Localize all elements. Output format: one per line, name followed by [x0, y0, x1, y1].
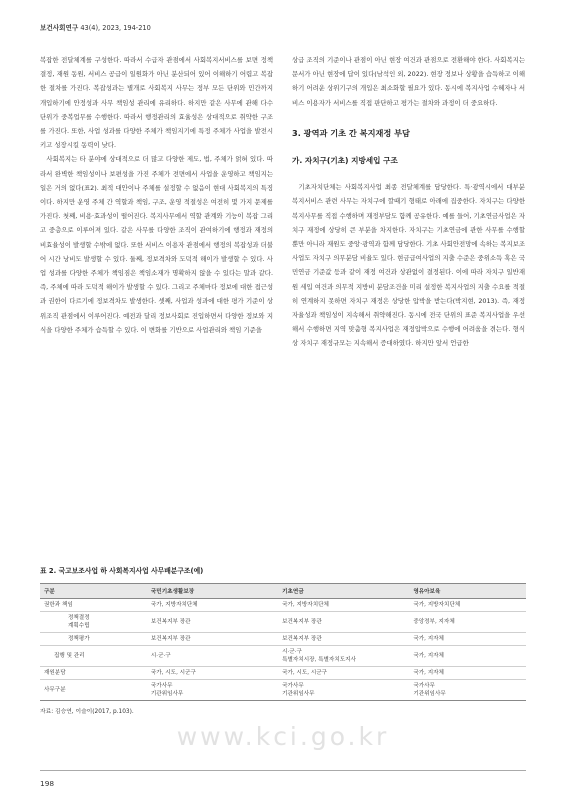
- right-column: [292, 53, 525, 351]
- table-cell: 시·군·구 특별자치시장, 특별자치도지사: [278, 646, 409, 667]
- row-label-cell: 사무구분: [40, 680, 147, 701]
- row-label-cell: 재원분담: [40, 667, 147, 680]
- right-paragraph-1: 상급 조직의 기준이나 관점이 아닌 현장 여건과 관점으로 전환해야 한다. 사회복지는 문서가 아닌 현장에 답이 있다(남석인 외, 2022). 현장 정보나 상황을 습득하고 이해하기 어려운 상위기구의 개입은 최소화할 필요가 있다. 동시에 복지사업 수혜자나 서비스 이용자가 서비스를 직접 판단하고 평가는 절차와 과정이 더 중요하다.: [292, 56, 525, 107]
- left-paragraph-1: 복잡한 전달체계를 구성한다. 따라서 수급자 관점에서 사회복지서비스를 보면 정책 결정, 재원 동원, 서비스 공급이 일원화가 아닌 분산되어 있어 이해하기 어렵고 복잡한 절차를 가진다. 복잡성과는 별개로 사회복지 사무는 정부 모든 단위와 민간까지 개입하기에 안정성과 사무 책임성 관리에 유리하다. 하지만 같은 사무에 관해 다수 단위가 중복업무를 수행한다. 따라서 행정관리의 효율성은 상대적으로 취약한 구조를 가진다. 또한, 사업 성과를 다양한 주체가 책임지기에 특정 주체가 사업을 발전시키고 성장시킬 동력이 낮다.: [40, 56, 273, 150]
- table-row: [40, 667, 526, 680]
- table-cell: 보건복지부 장관: [278, 633, 409, 646]
- table-header-cell: 국민기초생활보장: [147, 584, 278, 599]
- table-2: [40, 565, 526, 715]
- table-cell: 보건복지부 장관: [278, 612, 409, 633]
- journal-citation: 43(4), 2023, 194-210: [80, 24, 151, 32]
- table-header-row: [40, 584, 526, 599]
- table-cell: 국가, 지방자치단체: [278, 599, 409, 612]
- journal-name: 보건사회연구: [40, 24, 79, 32]
- allocation-table: [40, 583, 526, 701]
- table-cell: 국가, 지방자치단체: [147, 599, 278, 612]
- table-cell: 보건복지부 장관: [147, 612, 278, 633]
- running-header: [40, 22, 151, 32]
- table-cell: 국가, 지자체: [409, 646, 526, 667]
- table-row: [40, 646, 526, 667]
- table-source: 자료: 김승연, 이슬이(2017, p.103).: [40, 709, 134, 715]
- watermark: www.kci.go.kr: [176, 722, 390, 751]
- table-cell: 국가, 지자체: [409, 633, 526, 646]
- table-cell: 국가사무 기관위임사무: [409, 680, 526, 701]
- table-row: [40, 612, 526, 633]
- table-cell: 중앙정부, 지자체: [409, 612, 526, 633]
- table-cell: 국가사무 기관위임사무: [278, 680, 409, 701]
- table-cell: 보건복지부 장관: [147, 633, 278, 646]
- right-paragraph-2: 기초자치단체는 사회복지사업 최종 전달체계를 담당한다. 특·광역시에서 대부분 복지서비스 관련 사무는 자치구에 깔때기 형태로 아래에 집중한다. 자치구는 다양한 복지사무를 직접 수행하며 재정부담도 함께 공유한다. 예를 들어, 기초연금사업은 자치구 재정에 상당히 큰 부분을 차지한다. 자치구는 기초연금에 관한 사무를 수행할 뿐만 아니라 재원도 중앙·광역과 함께 담당한다. 기초 사회안전망에 속하는 복지보조사업도 자치구 의무분담 비율도 있다. 현금급여사업의 지출 수준은 중위소득 혹은 국민연금 기준값 등과 같이 재정 여건과 상관없이 결정된다. 이에 따라 자치구 일반재원 세입 여건과 의무적 지방비 분담조건을 미리 설정한 복지사업의 지출 수요를 적절히 연계하지 못하면 자치구 재정은 상당한 압박을 받는다(박지현, 2013). 즉, 재정 자율성과 책임성이 지속해서 취약해진다. 동시에 전국 단위의 표준 복지사업을 우선해서 수행하면 지역 맞춤형 복지사업은 재정압박으로 수행에 어려움을 겪는다. 형식상 자치구 재정규모는 지속해서 증대하였다. 하지만 앞서 언급한: [292, 183, 525, 348]
- table-header-cell: 구분: [40, 584, 147, 599]
- table-cell: 국가, 지자체: [409, 667, 526, 680]
- table-cell: 국가, 지방자치단체: [409, 599, 526, 612]
- left-paragraph-2: 사회복지는 타 분야에 상대적으로 더 많고 다양한 제도, 법, 주체가 얽혀 있다. 따라서 완벽한 책임성이나 보편성을 가진 주체가 전면에서 사업을 운영하고 책임지는 일은 거의 없다(표2). 최적 대안이나 주체를 설정할 수 없음이 현대 사회복지의 특징이다. 하지만 운영 주체 간 역할과 책임, 구조, 운영 적절성은 여전히 몇 가지 문제를 가진다. 첫째, 비용·효과성이 떨어진다. 복지사무에서 역할 관계와 기능이 복잡 그리고 중층으로 이루어져 있다. 같은 사무를 다양한 조직이 관여하기에 행정과 재정의 비효율성이 발생할 수밖에 없다. 또한 서비스 이용자 관점에서 행정의 복잡성과 더불어 시간 낭비도 발생할 수 있다. 둘째, 정보격차와 도덕적 해이가 발생할 수 있다. 사업 성과를 다양한 주체가 책임짐은 책임소재가 명확하지 않을 수 있다는 말과 같다. 즉, 주체에 따라 도덕적 해이가 발생할 수 있다. 그리고 주체마다 정보에 대한 접근성과 권한이 다르기에 정보격차도 발생한다. 셋째, 사업과 성과에 대한 평가 기준이 상위조직 관점에서 이루어진다. 예전과 달리 정보사회로 진입하면서 다양한 정보와 지식을 다양한 주체가 습득할 수 있다. 이 변화를 기반으로 사업관리와 책임 기준을: [40, 155, 273, 334]
- table-row: [40, 599, 526, 612]
- table-row: [40, 633, 526, 646]
- table-header-cell: 기초연금: [278, 584, 409, 599]
- table-cell: 국가, 시도, 시군구: [147, 667, 278, 680]
- table-title: 표 2. 국고보조사업 하 사회복지사업 사무배분구조(예): [40, 567, 204, 575]
- table-cell: 시·군·구: [147, 646, 278, 667]
- left-column: [40, 53, 273, 337]
- page-number: 198: [40, 779, 55, 788]
- table-row: [40, 680, 526, 701]
- table-cell: 국가, 시도, 시군구: [278, 667, 409, 680]
- section-heading: 3. 광역과 기초 간 복지재정 부담: [292, 127, 410, 138]
- row-label-cell: 집행 및 관리: [40, 646, 147, 667]
- table-cell: 국가사무 기관위임사무: [147, 680, 278, 701]
- row-label-cell: 권한과 책임: [40, 599, 147, 612]
- subsection-heading: 가. 자치구(기초) 지방세입 구조: [292, 156, 398, 166]
- footer-divider: [40, 770, 526, 771]
- table-body: [40, 599, 526, 701]
- row-label-cell: 정책결정 계획수립: [40, 612, 147, 633]
- table-header-cell: 영유아보육: [409, 584, 526, 599]
- row-label-cell: 정책평가: [40, 633, 147, 646]
